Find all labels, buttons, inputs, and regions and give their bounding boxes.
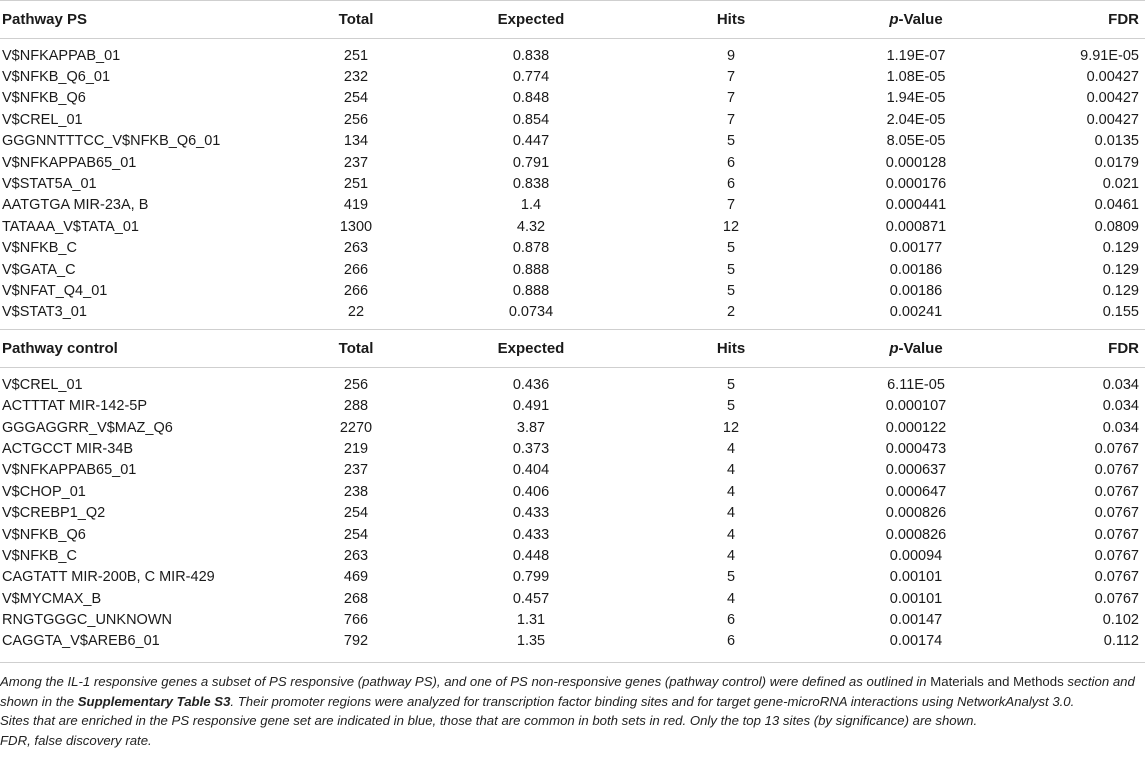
cell-p-value: 0.00174	[889, 633, 943, 650]
cell-expected: 0.799	[512, 569, 550, 586]
p-value-prefix: p	[889, 340, 899, 358]
cell-hits: 4	[726, 483, 736, 500]
table-row	[0, 66, 1145, 87]
cell-expected: 0.406	[512, 483, 550, 500]
cell-site-name: V$CHOP_01	[2, 483, 86, 500]
table-row	[0, 438, 1145, 459]
cell-hits: 6	[726, 633, 736, 650]
cell-p-value: 0.000637	[885, 462, 947, 479]
cell-fdr: 0.034	[1102, 419, 1139, 436]
cell-p-value: 0.000826	[885, 526, 947, 543]
cell-hits: 9	[726, 47, 736, 64]
cell-hits: 4	[726, 547, 736, 564]
cell-p-value: 1.19E-07	[886, 47, 946, 64]
cell-total: 766	[343, 612, 369, 629]
table-row	[0, 195, 1145, 216]
cell-p-value: 0.00101	[889, 569, 943, 586]
cell-site-name: V$NFKAPPAB65_01	[2, 462, 137, 479]
column-header-fdr: FDR	[1020, 1, 1145, 39]
cell-total: 1300	[339, 218, 373, 235]
cell-site-name: RNGTGGGC_UNKNOWN	[2, 612, 172, 629]
footnote-text: section and shown in the	[0, 674, 1135, 709]
cell-total: 237	[343, 462, 369, 479]
cell-p-value: 0.00177	[889, 240, 943, 257]
cell-total: 469	[343, 569, 369, 586]
cell-p-value: 6.11E-05	[887, 376, 945, 393]
cell-fdr: 0.0461	[1094, 197, 1139, 214]
cell-site-name: V$NFKB_C	[2, 240, 77, 257]
cell-site-name: V$GATA_C	[2, 261, 76, 278]
cell-site-name: TATAAA_V$TATA_01	[2, 218, 139, 235]
cell-total: 268	[343, 590, 369, 607]
cell-expected: 0.838	[512, 176, 550, 193]
cell-hits: 4	[726, 462, 736, 479]
cell-expected: 0.433	[512, 526, 550, 543]
cell-site-name: ACTGCCT MIR-34B	[2, 440, 134, 457]
cell-hits: 5	[726, 282, 736, 299]
cell-expected: 0.433	[512, 505, 550, 522]
cell-total: 256	[343, 376, 369, 393]
cell-hits: 5	[726, 398, 736, 415]
table-body	[0, 1, 1145, 659]
cell-p-value: 2.04E-05	[886, 111, 946, 128]
table-row	[0, 417, 1145, 438]
cell-p-value: 0.000871	[885, 218, 947, 235]
cell-site-name: V$NFKAPPAB65_01	[2, 154, 137, 171]
table-row	[0, 481, 1145, 502]
section-title: Pathway control	[0, 330, 300, 368]
cell-p-value: 0.00147	[889, 612, 943, 629]
cell-fdr: 0.034	[1102, 398, 1139, 415]
cell-total: 263	[343, 240, 369, 257]
cell-p-value: 0.000128	[885, 154, 947, 171]
cell-fdr: 0.034	[1102, 376, 1139, 393]
cell-site-name: V$NFKAPPAB_01	[2, 47, 121, 64]
cell-expected: 4.32	[516, 218, 546, 235]
cell-p-value: 0.00186	[889, 282, 943, 299]
cell-total: 266	[343, 261, 369, 278]
table-row	[0, 280, 1145, 301]
column-header-p-value	[810, 1, 1020, 39]
cell-fdr: 0.0767	[1094, 526, 1139, 543]
cell-fdr: 0.0767	[1094, 547, 1139, 564]
cell-site-name: V$STAT5A_01	[2, 176, 97, 193]
cell-p-value: 0.00094	[889, 547, 943, 564]
cell-hits: 7	[726, 111, 736, 128]
column-header-p-value	[810, 330, 1020, 368]
cell-total: 232	[343, 69, 369, 86]
table-row	[0, 502, 1145, 523]
column-header-hits: Hits	[650, 330, 810, 368]
table-row	[0, 131, 1145, 152]
cell-expected: 1.4	[520, 197, 542, 214]
table-row	[0, 259, 1145, 280]
cell-expected: 0.888	[512, 261, 550, 278]
cell-site-name: GGGNNTTTCC_V$NFKB_Q6_01	[2, 133, 221, 150]
cell-total: 419	[343, 197, 369, 214]
cell-site-name: V$CREL_01	[2, 376, 83, 393]
cell-hits: 7	[726, 69, 736, 86]
cell-p-value: 0.000122	[885, 419, 947, 436]
cell-expected: 0.888	[512, 282, 550, 299]
cell-hits: 6	[726, 612, 736, 629]
cell-p-value: 0.000473	[885, 440, 947, 457]
cell-site-name: V$NFAT_Q4_01	[2, 282, 108, 299]
cell-expected: 1.35	[516, 633, 546, 650]
cell-expected: 0.448	[512, 547, 550, 564]
footnote-link-materials-methods[interactable]: Materials and Methods	[930, 674, 1064, 690]
cell-p-value: 0.00186	[889, 261, 943, 278]
cell-total: 792	[343, 633, 369, 650]
cell-fdr: 0.0767	[1094, 483, 1139, 500]
cell-total: 251	[343, 176, 369, 193]
section-header-row	[0, 330, 1145, 368]
column-header-expected: Expected	[410, 1, 650, 39]
cell-fdr: 0.0767	[1094, 590, 1139, 607]
cell-p-value: 1.08E-05	[886, 69, 946, 86]
cell-hits: 12	[722, 419, 740, 436]
cell-expected: 0.791	[512, 154, 550, 171]
cell-site-name: V$NFKB_Q6_01	[2, 69, 111, 86]
cell-total: 238	[343, 483, 369, 500]
cell-fdr: 0.102	[1102, 612, 1139, 629]
table-row	[0, 45, 1145, 66]
table-row	[0, 460, 1145, 481]
table-row	[0, 609, 1145, 630]
footnote-link-supplementary-table[interactable]: Supplementary Table S3	[77, 693, 231, 709]
cell-hits: 5	[726, 133, 736, 150]
cell-site-name: GGGAGGRR_V$MAZ_Q6	[2, 419, 173, 436]
table-row	[0, 109, 1145, 130]
cell-site-name: V$CREL_01	[2, 111, 83, 128]
cell-fdr: 0.00427	[1086, 111, 1139, 128]
cell-hits: 5	[726, 240, 736, 257]
cell-total: 251	[343, 47, 369, 64]
cell-fdr: 0.021	[1102, 176, 1139, 193]
table-row	[0, 302, 1145, 323]
cell-p-value: 0.000647	[885, 483, 947, 500]
cell-site-name: V$CREBP1_Q2	[2, 505, 106, 522]
cell-expected: 0.878	[512, 240, 550, 257]
cell-site-name: ACTTTAT MIR-142-5P	[2, 398, 148, 415]
cell-site-name: V$NFKB_Q6	[2, 90, 86, 107]
cell-hits: 12	[722, 218, 740, 235]
table-row	[0, 545, 1145, 566]
cell-expected: 0.854	[512, 111, 550, 128]
cell-expected: 0.447	[512, 133, 550, 150]
footnote-text: Among the IL-1 responsive genes a subset of PS responsive (pathway PS), and one of PS non-responsive genes (pathway control) were defined as outlined in	[0, 674, 931, 690]
cell-expected: 0.373	[512, 440, 550, 457]
spacer-cell	[0, 652, 1145, 658]
table-row	[0, 588, 1145, 609]
cell-fdr: 0.00427	[1086, 69, 1139, 86]
cell-expected: 3.87	[516, 419, 546, 436]
section-header-row	[0, 1, 1145, 39]
cell-fdr: 0.0767	[1094, 440, 1139, 457]
cell-fdr: 0.0809	[1094, 218, 1139, 235]
p-value-suffix: -Value	[898, 340, 943, 358]
cell-site-name: V$NFKB_Q6	[2, 526, 86, 543]
table-row	[0, 88, 1145, 109]
cell-total: 219	[343, 440, 369, 457]
cell-total: 256	[343, 111, 369, 128]
cell-p-value: 0.000826	[885, 505, 947, 522]
cell-fdr: 0.0767	[1094, 462, 1139, 479]
cell-fdr: 0.129	[1102, 282, 1139, 299]
cell-total: 254	[343, 90, 369, 107]
cell-hits: 5	[726, 569, 736, 586]
cell-expected: 1.31	[516, 612, 546, 629]
cell-total: 254	[343, 526, 369, 543]
column-header-expected: Expected	[410, 330, 650, 368]
cell-total: 237	[343, 154, 369, 171]
cell-fdr: 0.0179	[1094, 154, 1139, 171]
cell-fdr: 0.155	[1102, 304, 1139, 321]
cell-p-value: 0.000441	[885, 197, 947, 214]
p-value-suffix: -Value	[898, 11, 943, 28]
cell-expected: 0.457	[512, 590, 550, 607]
cell-fdr: 0.112	[1103, 633, 1139, 650]
cell-total: 2270	[339, 419, 373, 436]
cell-expected: 0.0734	[508, 304, 554, 321]
cell-p-value: 0.000107	[885, 398, 947, 415]
cell-fdr: 0.129	[1102, 240, 1139, 257]
cell-total: 288	[343, 398, 369, 415]
column-header-fdr: FDR	[1020, 330, 1145, 368]
cell-hits: 4	[726, 590, 736, 607]
cell-hits: 2	[726, 304, 736, 321]
cell-hits: 4	[726, 505, 736, 522]
table-footnotes	[0, 662, 1145, 750]
cell-total: 22	[347, 304, 365, 321]
cell-hits: 4	[726, 526, 736, 543]
spacer-row	[0, 652, 1145, 658]
table-row	[0, 216, 1145, 237]
column-header-hits: Hits	[650, 1, 810, 39]
cell-total: 134	[343, 133, 369, 150]
cell-expected: 0.774	[512, 69, 550, 86]
cell-expected: 0.404	[512, 462, 550, 479]
cell-p-value: 1.94E-05	[886, 90, 946, 107]
cell-site-name: AATGTGA MIR-23A, B	[2, 197, 149, 214]
cell-fdr: 9.91E-05	[1080, 47, 1139, 64]
cell-hits: 7	[726, 197, 736, 214]
cell-fdr: 0.0767	[1094, 505, 1139, 522]
cell-hits: 6	[726, 154, 736, 171]
cell-total: 263	[343, 547, 369, 564]
table-row	[0, 631, 1145, 652]
table-row	[0, 152, 1145, 173]
p-value-prefix: p	[889, 11, 899, 28]
cell-fdr: 0.129	[1102, 261, 1139, 278]
cell-p-value: 0.00241	[889, 304, 943, 321]
cell-p-value: 0.000176	[885, 176, 947, 193]
table-row	[0, 524, 1145, 545]
cell-p-value: 0.00101	[889, 590, 943, 607]
table-row	[0, 395, 1145, 416]
cell-total: 254	[343, 505, 369, 522]
column-header-total: Total	[300, 1, 410, 39]
table-row	[0, 238, 1145, 259]
footnote-color-legend: Sites that are enriched in the PS responsive gene set are indicated in blue, those that are common in both sets in red. Only the top 13 sites (by significance) are shown.	[0, 713, 978, 729]
cell-fdr: 0.0135	[1094, 133, 1139, 150]
cell-site-name: V$NFKB_C	[2, 547, 77, 564]
cell-expected: 0.838	[512, 47, 550, 64]
table-row	[0, 567, 1145, 588]
cell-site-name: V$STAT3_01	[2, 304, 87, 321]
cell-expected: 0.436	[512, 376, 550, 393]
cell-expected: 0.848	[512, 90, 550, 107]
section-title: Pathway PS	[0, 1, 300, 39]
cell-hits: 6	[726, 176, 736, 193]
cell-total: 266	[343, 282, 369, 299]
cell-hits: 5	[726, 261, 736, 278]
cell-fdr: 0.00427	[1086, 90, 1139, 107]
cell-hits: 5	[726, 376, 736, 393]
cell-hits: 7	[726, 90, 736, 107]
footnote-abbreviation: FDR, false discovery rate.	[0, 732, 152, 748]
footnote-description	[0, 672, 1145, 711]
cell-p-value: 8.05E-05	[886, 133, 946, 150]
footnote-text: . Their promoter regions were analyzed for transcription factor binding sites and for target gene-microRNA interactions using NetworkAnalyst 3.0.	[230, 693, 1075, 709]
cell-site-name: CAGGTA_V$AREB6_01	[2, 633, 160, 650]
cell-site-name: CAGTATT MIR-200B, C MIR-429	[2, 569, 215, 586]
cell-fdr: 0.0767	[1094, 569, 1139, 586]
table-row	[0, 173, 1145, 194]
cell-expected: 0.491	[512, 398, 550, 415]
cell-site-name: V$MYCMAX_B	[2, 590, 102, 607]
cell-hits: 4	[726, 440, 736, 457]
column-header-total: Total	[300, 330, 410, 368]
table-row	[0, 374, 1145, 395]
